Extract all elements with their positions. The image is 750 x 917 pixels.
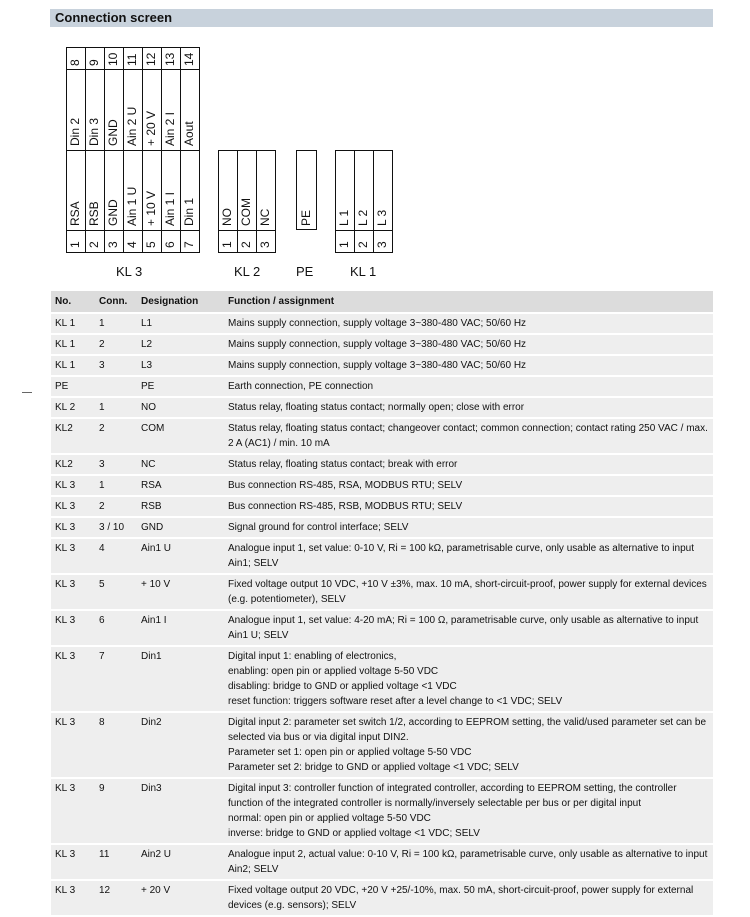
cell-no: KL 3 <box>50 518 95 537</box>
table-row <box>50 779 713 843</box>
cell-no: KL 1 <box>50 314 95 333</box>
kl3-column-divider <box>161 47 162 253</box>
kl2-number: 3 <box>258 241 272 248</box>
header-no: No. <box>50 291 95 312</box>
kl3-bottom-number: 5 <box>144 241 158 248</box>
pe-label: PE <box>296 264 314 279</box>
cell-designation: RSB <box>137 497 224 516</box>
cell-designation: L2 <box>137 335 224 354</box>
cell-designation: Din2 <box>137 713 224 777</box>
kl3-bottom-number: 4 <box>125 241 139 248</box>
kl3-bottom-name: Ain 1 I <box>163 191 177 226</box>
kl3-column-divider <box>142 47 143 253</box>
cell-function: Mains supply connection, supply voltage 3~380-480 VAC; 50/60 Hz <box>224 356 713 375</box>
table-row <box>50 713 713 777</box>
kl3-bottom-name: GND <box>106 199 120 226</box>
cell-function: Analogue input 1, set value: 0-10 V, Ri = 100 kΩ, parametrisable curve, only usable as alternative to input Ain1; SELV <box>224 539 713 573</box>
kl3-bottom-number: 6 <box>163 241 177 248</box>
kl3-top-number: 9 <box>87 59 101 66</box>
table-row <box>50 518 713 537</box>
kl3-top-name: Aout <box>182 121 196 146</box>
cell-function: Bus connection RS-485, RSB, MODBUS RTU; SELV <box>224 497 713 516</box>
kl1-column-divider <box>373 150 374 253</box>
kl1-number: 1 <box>337 241 351 248</box>
table-row <box>50 377 713 396</box>
cell-no: KL 3 <box>50 881 95 915</box>
kl3-top-name: Ain 2 U <box>125 106 139 146</box>
cell-no: KL 1 <box>50 356 95 375</box>
kl2-name: NO <box>220 208 234 226</box>
cell-conn: 1 <box>95 476 137 495</box>
kl1-block <box>335 150 393 253</box>
cell-designation: NC <box>137 455 224 474</box>
kl1-number-separator <box>335 230 392 231</box>
cell-function: Bus connection RS-485, RSA, MODBUS RTU; SELV <box>224 476 713 495</box>
table-row <box>50 881 713 915</box>
kl1-number: 3 <box>375 241 389 248</box>
cell-conn: 7 <box>95 647 137 711</box>
cell-conn: 1 <box>95 314 137 333</box>
cell-function: Earth connection, PE connection <box>224 377 713 396</box>
cell-conn: 2 <box>95 335 137 354</box>
cell-conn: 11 <box>95 845 137 879</box>
cell-function: Fixed voltage output 10 VDC, +10 V ±3%, max. 10 mA, short-circuit-proof, power supply for external devices (e.g. potentiometer), SELV <box>224 575 713 609</box>
table-row <box>50 647 713 711</box>
cell-no: KL2 <box>50 419 95 453</box>
cell-designation: RSA <box>137 476 224 495</box>
kl2-name: NC <box>258 208 272 226</box>
cell-function: Digital input 1: enabling of electronics, enabling: open pin or applied voltage 5-50 VDC disabling: bridge to GND or applied voltage <1 VDC reset function: triggers software reset after a level change to <1 VDC; SELV <box>224 647 713 711</box>
header-designation: Designation <box>137 291 224 312</box>
cell-function: Fixed voltage output 20 VDC, +20 V +25/-10%, max. 50 mA, short-circuit-proof, power supply for external devices (e.g. sensors); SELV <box>224 881 713 915</box>
kl1-name: L 1 <box>337 209 351 226</box>
kl2-number: 1 <box>220 241 234 248</box>
cell-designation: COM <box>137 419 224 453</box>
cell-conn: 3 / 10 <box>95 518 137 537</box>
cell-function: Mains supply connection, supply voltage 3~380-480 VAC; 50/60 Hz <box>224 335 713 354</box>
table-row <box>50 476 713 495</box>
kl3-top-name: Din 2 <box>68 117 82 146</box>
cell-designation: GND <box>137 518 224 537</box>
cell-conn: 1 <box>95 398 137 417</box>
cell-designation: Ain1 U <box>137 539 224 573</box>
cell-designation: Din3 <box>137 779 224 843</box>
cell-no: KL 3 <box>50 497 95 516</box>
kl3-label: KL 3 <box>116 264 143 279</box>
cell-function: Status relay, floating status contact; changeover contact; common connection; contact rating 250 VAC / max. 2 A (AC1) / min. 10 mA <box>224 419 713 453</box>
table-row <box>50 335 713 354</box>
cell-no: KL 3 <box>50 476 95 495</box>
kl2-label: KL 2 <box>234 264 261 279</box>
kl2-number: 2 <box>239 241 253 248</box>
header-conn: Conn. <box>95 291 137 312</box>
kl1-label: KL 1 <box>350 264 377 279</box>
assignment-table <box>50 289 713 917</box>
table-row <box>50 398 713 417</box>
kl3-column-divider <box>85 47 86 253</box>
cell-conn: 3 <box>95 356 137 375</box>
kl3-bottom-name: RSB <box>87 201 101 226</box>
kl3-top-number: 11 <box>125 53 139 66</box>
page-title: Connection screen <box>55 10 173 25</box>
kl3-top-number: 8 <box>68 59 82 66</box>
cell-no: KL 2 <box>50 398 95 417</box>
table-header-row <box>50 291 713 312</box>
cell-no: KL 3 <box>50 845 95 879</box>
cell-no: PE <box>50 377 95 396</box>
kl3-top-number: 14 <box>182 52 196 66</box>
kl1-column-divider <box>354 150 355 253</box>
cell-conn: 6 <box>95 611 137 645</box>
table-row <box>50 314 713 333</box>
kl2-number-separator <box>218 230 275 231</box>
kl3-top-number: 13 <box>163 52 177 66</box>
cell-no: KL 1 <box>50 335 95 354</box>
kl3-bottom-name: Ain 1 U <box>125 186 139 226</box>
cell-conn <box>95 377 137 396</box>
cell-function: Status relay, floating status contact; break with error <box>224 455 713 474</box>
table-row <box>50 497 713 516</box>
kl3-bottom-name: RSA <box>68 201 82 226</box>
kl2-column-divider <box>237 150 238 253</box>
table-row <box>50 845 713 879</box>
kl3-bottom-number: 7 <box>182 241 196 248</box>
table-row <box>50 356 713 375</box>
cell-no: KL 3 <box>50 713 95 777</box>
cell-conn: 8 <box>95 713 137 777</box>
kl2-name: COM <box>239 198 253 226</box>
kl3-top-number: 12 <box>144 52 158 66</box>
cell-conn: 2 <box>95 497 137 516</box>
cell-no: KL2 <box>50 455 95 474</box>
cell-no: KL 3 <box>50 539 95 573</box>
cell-function: Status relay, floating status contact; normally open; close with error <box>224 398 713 417</box>
table-row <box>50 575 713 609</box>
kl3-top-number: 10 <box>106 52 120 66</box>
header-function: Function / assignment <box>224 291 713 312</box>
cell-conn: 4 <box>95 539 137 573</box>
cell-conn: 2 <box>95 419 137 453</box>
cell-no: KL 3 <box>50 611 95 645</box>
cell-designation: + 20 V <box>137 881 224 915</box>
kl3-bottom-number: 1 <box>68 241 82 248</box>
cell-conn: 12 <box>95 881 137 915</box>
kl1-name: L 2 <box>356 209 370 226</box>
cell-designation: L3 <box>137 356 224 375</box>
cell-no: KL 3 <box>50 647 95 711</box>
table-row <box>50 539 713 573</box>
cell-function: Digital input 3: controller function of integrated controller, according to EEPROM setting, the controller function of the integrated controller is normally/inversely selectable per bus or per digital input normal: open pin or applied voltage 5-50 VDC inverse: bridge to GND or applied voltage <1 VDC; SELV <box>224 779 713 843</box>
kl3-top-name: GND <box>106 119 120 146</box>
cell-function: Analogue input 1, set value: 4-20 mA; Ri = 100 Ω, parametrisable curve, only usable as alternative to input Ain1 U; SELV <box>224 611 713 645</box>
kl1-name: L 3 <box>375 209 389 226</box>
margin-mark <box>22 392 32 393</box>
pe-name: PE <box>299 209 313 226</box>
kl3-bottom-name: Din 1 <box>182 197 196 226</box>
table-row <box>50 455 713 474</box>
cell-no: KL 3 <box>50 779 95 843</box>
cell-no: KL 3 <box>50 575 95 609</box>
kl3-top-name: + 20 V <box>144 110 158 146</box>
kl3-top-name: Din 3 <box>87 117 101 146</box>
cell-conn: 5 <box>95 575 137 609</box>
kl1-number: 2 <box>356 241 370 248</box>
kl3-bottom-number: 2 <box>87 241 101 248</box>
table-row <box>50 419 713 453</box>
table-row <box>50 611 713 645</box>
cell-function: Mains supply connection, supply voltage 3~380-480 VAC; 50/60 Hz <box>224 314 713 333</box>
cell-conn: 3 <box>95 455 137 474</box>
cell-designation: Din1 <box>137 647 224 711</box>
kl3-top-name: Ain 2 I <box>163 111 177 146</box>
kl3-column-divider <box>123 47 124 253</box>
cell-designation: PE <box>137 377 224 396</box>
kl3-bottom-name: + 10 V <box>144 190 158 226</box>
table-body <box>50 314 713 915</box>
cell-function: Signal ground for control interface; SELV <box>224 518 713 537</box>
cell-designation: Ain1 I <box>137 611 224 645</box>
kl3-column-divider <box>104 47 105 253</box>
kl3-column-divider <box>180 47 181 253</box>
kl2-column-divider <box>256 150 257 253</box>
cell-designation: Ain2 U <box>137 845 224 879</box>
cell-conn: 9 <box>95 779 137 843</box>
cell-designation: NO <box>137 398 224 417</box>
cell-designation: L1 <box>137 314 224 333</box>
kl3-bottom-number: 3 <box>106 241 120 248</box>
cell-designation: + 10 V <box>137 575 224 609</box>
cell-function: Digital input 2: parameter set switch 1/2, according to EEPROM setting, the valid/used parameter set can be selected via bus or via digital input DIN2. Parameter set 1: open pin or applied voltage 5-50 VDC Parameter set 2: bridge to GND or applied voltage <1 VDC; SELV <box>224 713 713 777</box>
cell-function: Analogue input 2, actual value: 0-10 V, Ri = 100 kΩ, parametrisable curve, only usable as alternative to input Ain2; SELV <box>224 845 713 879</box>
